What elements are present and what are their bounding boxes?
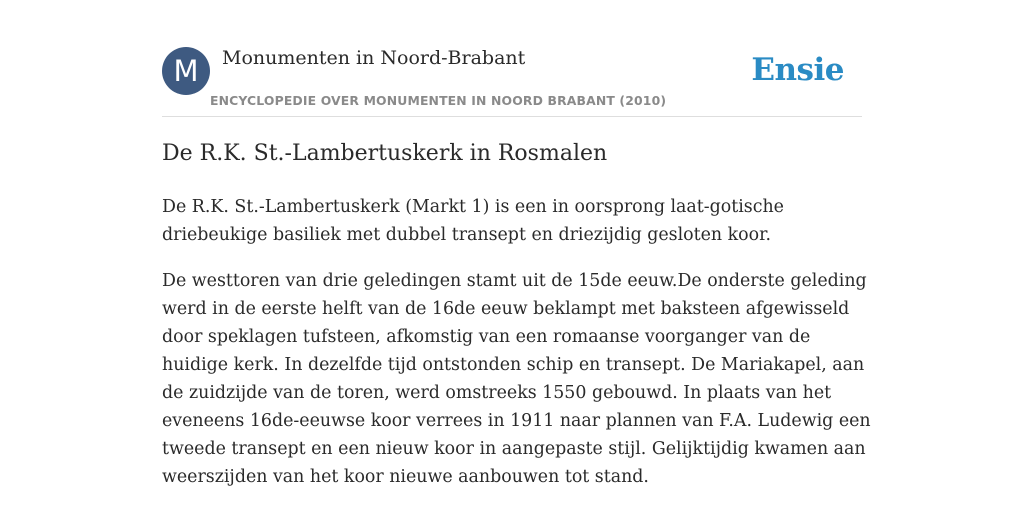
ensie-logo[interactable]: Ensie xyxy=(751,52,844,88)
source-header xyxy=(162,46,862,117)
article-paragraph-2: De westtoren van drie geledingen stamt uit de 15de eeuw.De onderste geleding werd in de eerste helft van de 16de eeuw beklampt met baksteen afgewisseld door speklagen tufsteen, afkomstig van een romaanse voorganger van de huidige kerk. In dezelfde tijd ontstonden schip en transept. De Mariakapel, aan de zuidzijde van de toren, werd omstreeks 1550 gebouwd. In plaats van het eveneens 16de-eeuwse koor verrees in 1911 naar plannen van F.A. Ludewig een tweede transept en een nieuw koor in aangepaste stijl. Gelijktijdig kwamen aan weerszijden van het koor nieuwe aanbouwen tot stand. xyxy=(162,271,871,487)
article-paragraph-1: De R.K. St.-Lambertuskerk (Markt 1) is een in oorsprong laat-gotische driebeukige basiliek met dubbel transept en driezijdig gesloten koor. xyxy=(162,197,784,245)
source-avatar[interactable]: M xyxy=(162,47,210,95)
source-subtitle: ENCYCLOPEDIE OVER MONUMENTEN IN NOORD BRABANT (2010) xyxy=(210,93,667,108)
source-title[interactable]: Monumenten in Noord-Brabant xyxy=(222,47,526,69)
article-title: De R.K. St.-Lambertuskerk in Rosmalen xyxy=(162,141,608,166)
